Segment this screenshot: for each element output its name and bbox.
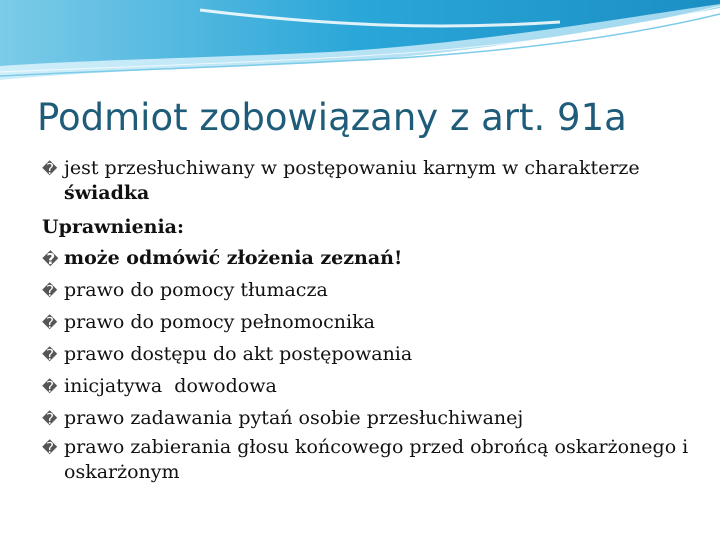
list-item xyxy=(42,403,702,435)
bullet-icon: � xyxy=(42,160,58,178)
intro-text: jest przesłuchiwany w postępowaniu karnym w charakterze xyxy=(64,157,640,179)
list-item-text: prawo zabierania głosu końcowego przed obrońcą oskarżonego i oskarżonym xyxy=(64,436,689,483)
list-item-text: prawo do pomocy pełnomocnika xyxy=(64,311,375,333)
list-item xyxy=(42,435,702,484)
slide-body xyxy=(42,156,702,491)
intro-bullet xyxy=(42,156,702,205)
bullet-icon: � xyxy=(42,410,58,428)
bullet-icon: � xyxy=(42,282,58,300)
list-item-text: inicjatywa dowodowa xyxy=(64,375,277,397)
list-item xyxy=(42,371,702,403)
bullet-icon: � xyxy=(42,378,58,396)
list-item xyxy=(42,307,702,339)
list-item-text: prawo zadawania pytań osobie przesłuchiwanej xyxy=(64,407,524,429)
decorative-wave-banner xyxy=(0,0,720,90)
list-item xyxy=(42,243,702,275)
section-heading: Uprawnienia: xyxy=(42,216,185,238)
bullet-icon: � xyxy=(42,314,58,332)
list-item-text: może odmówić złożenia zeznań! xyxy=(64,247,403,269)
list-item xyxy=(42,275,702,307)
list-item-text: prawo dostępu do akt postępowania xyxy=(64,343,413,365)
list-item-text: prawo do pomocy tłumacza xyxy=(64,279,328,301)
bullet-icon: � xyxy=(42,346,58,364)
bullet-icon: � xyxy=(42,250,59,268)
slide-title: Podmiot zobowiązany z art. 91a xyxy=(37,96,627,139)
bullet-icon: � xyxy=(42,439,58,457)
list-item xyxy=(42,339,702,371)
intro-bold-text: świadka xyxy=(64,182,150,204)
